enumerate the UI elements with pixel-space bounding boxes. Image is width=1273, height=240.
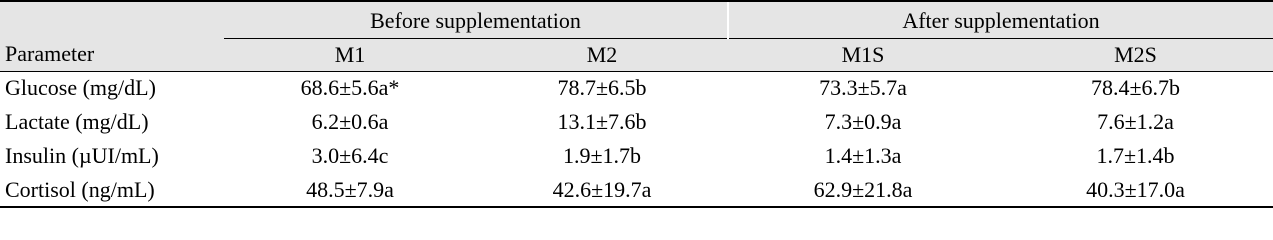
row-label: Lactate (mg/dL) <box>5 109 149 134</box>
group-header-row <box>0 1 1273 38</box>
column-header-m2s: M2S <box>998 38 1273 71</box>
table-cell: 78.7±6.5b <box>557 75 647 101</box>
table-cell: 78.4±6.7b <box>1090 75 1181 101</box>
column-header-m2: M2 <box>476 38 728 71</box>
table-cell: 73.3±5.7a <box>819 75 907 101</box>
row-label: Insulin (µUI/mL) <box>5 143 159 168</box>
table-row <box>0 71 1273 105</box>
column-header-parameter: Parameter <box>0 38 224 71</box>
column-header-m1s: M1S <box>728 38 998 71</box>
table-row <box>0 139 1273 173</box>
table-row <box>0 105 1273 139</box>
table-cell: 7.3±0.9a <box>824 109 902 134</box>
table-cell: 1.9±1.7b <box>562 143 642 168</box>
row-label: Glucose (mg/dL) <box>5 75 156 101</box>
table-cell: 1.7±1.4b <box>1096 143 1175 168</box>
column-header-row <box>0 38 1273 71</box>
table-cell: 3.0±6.4c <box>311 143 389 168</box>
row-label: Cortisol (ng/mL) <box>0 173 224 207</box>
table-cell: 68.6±5.6a* <box>300 75 400 101</box>
table-cell: 40.3±17.0a <box>998 173 1273 207</box>
table-cell: 42.6±19.7a <box>476 173 728 207</box>
column-header-m1: M1 <box>224 38 476 71</box>
table-cell: 62.9±21.8a <box>728 173 998 207</box>
table-cell: 7.6±1.2a <box>1097 109 1174 134</box>
table-row <box>0 173 1273 207</box>
table-cell: 13.1±7.6b <box>557 109 647 134</box>
group-header-empty <box>0 1 224 38</box>
table-cell: 6.2±0.6a <box>311 109 389 134</box>
group-header-before: Before supplementation <box>224 1 728 38</box>
group-header-after: After supplementation <box>728 1 1273 38</box>
table-cell: 1.4±1.3a <box>824 143 902 168</box>
table-cell: 48.5±7.9a <box>224 173 476 207</box>
